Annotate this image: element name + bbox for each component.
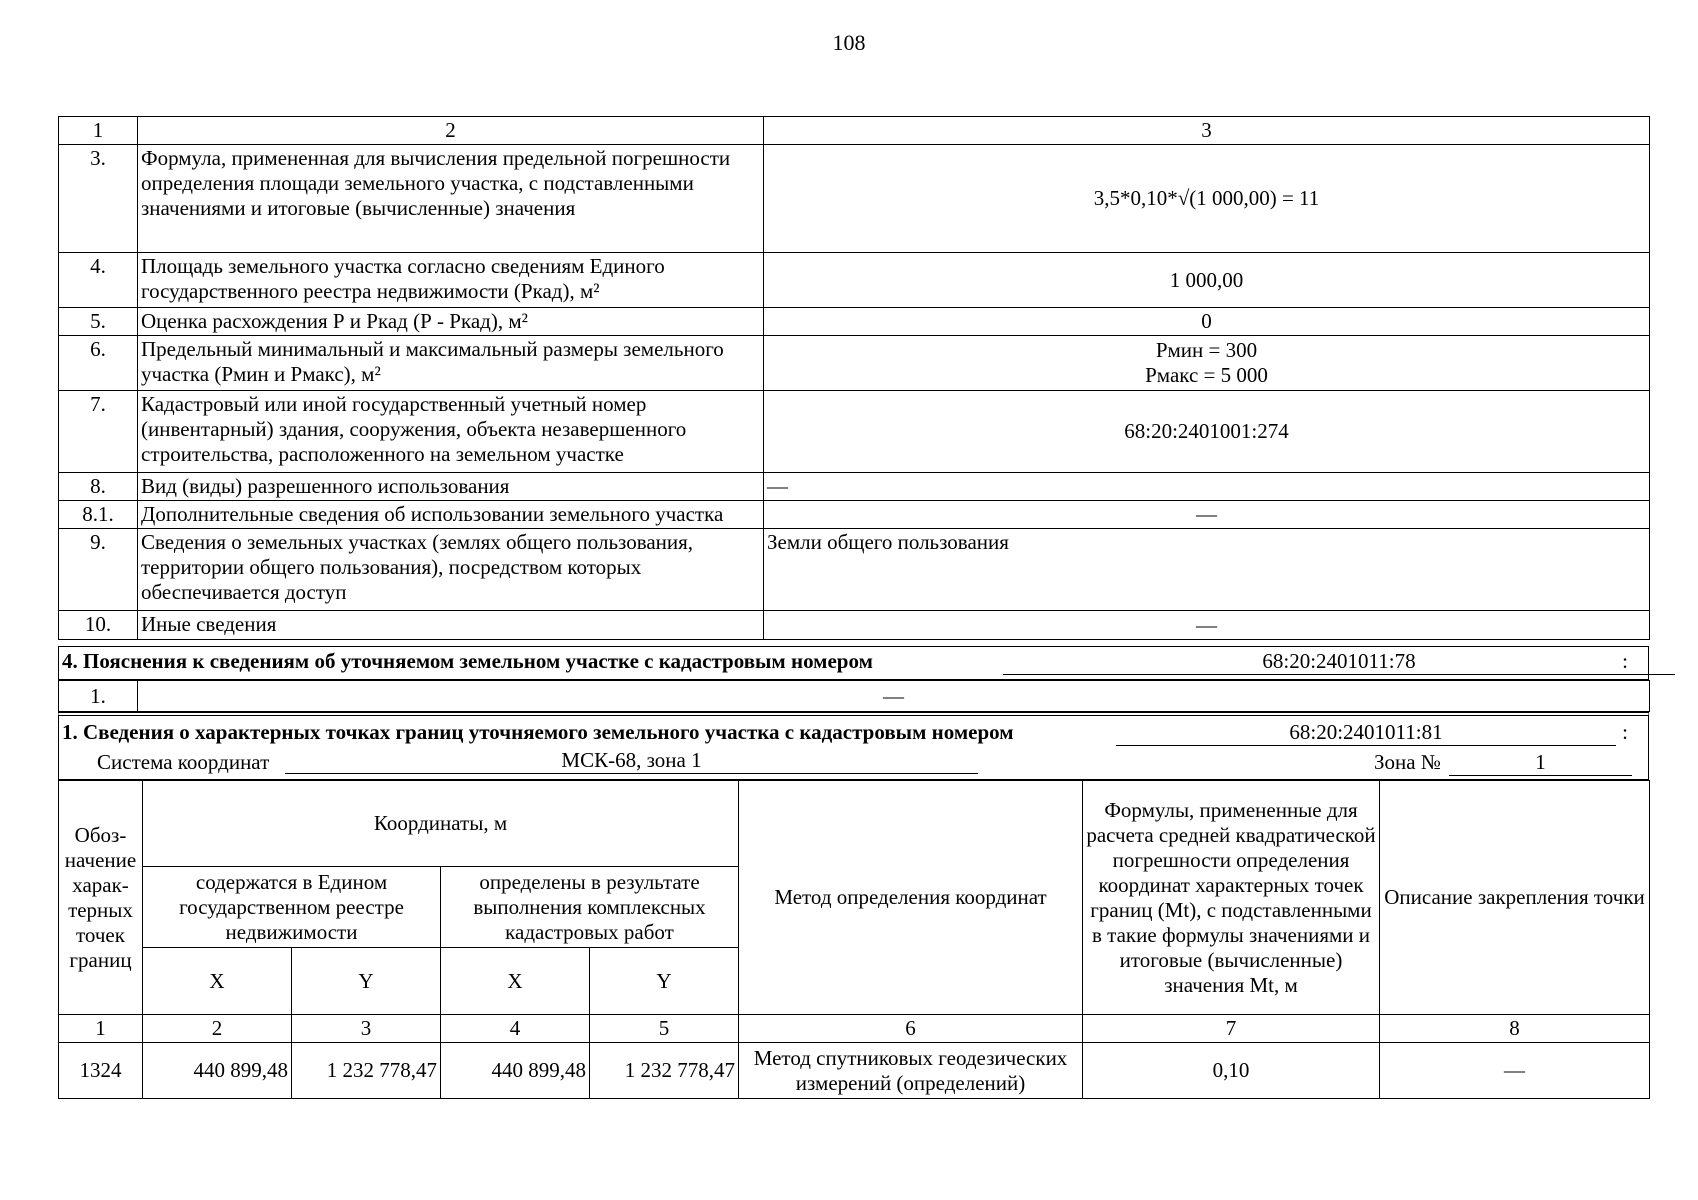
section-4-cadastral-number: 68:20:2401011:78 bbox=[1003, 649, 1675, 675]
column-number: 4 bbox=[441, 1015, 590, 1043]
header-y: Y bbox=[590, 948, 739, 1015]
column-number: 5 bbox=[590, 1015, 739, 1043]
column-number: 2 bbox=[143, 1015, 292, 1043]
point-description: — bbox=[1380, 1043, 1650, 1099]
table-row bbox=[59, 473, 1650, 501]
method: Метод спутниковых геодезических измерений (определений) bbox=[739, 1043, 1083, 1099]
coordinate-system-label: Система координат bbox=[97, 750, 270, 774]
header-x: X bbox=[441, 948, 590, 1015]
row-value: — bbox=[764, 473, 1650, 501]
row-number: 6. bbox=[59, 336, 138, 391]
max-size-value: Рмакс = 5 000 bbox=[1145, 363, 1268, 387]
row-value: 68:20:2401001:274 bbox=[764, 391, 1650, 473]
row-number: 3. bbox=[59, 145, 138, 253]
header-x: X bbox=[143, 948, 292, 1015]
column-numbers-row bbox=[59, 1015, 1650, 1043]
header-y: Y bbox=[292, 948, 441, 1015]
header-method: Метод определения координат bbox=[739, 781, 1083, 1015]
row-number: 1. bbox=[59, 681, 138, 712]
section-4-table bbox=[58, 680, 1650, 712]
header-coordinates: Координаты, м bbox=[143, 781, 739, 867]
section-4-heading bbox=[58, 646, 1649, 680]
coordinate-system-value: МСК-68, зона 1 bbox=[285, 748, 978, 774]
row-label: Сведения о земельных участках (землях общего пользования, территории общего пользования), посредством которых обеспечивается доступ bbox=[138, 529, 764, 611]
row-number: 8. bbox=[59, 473, 138, 501]
row-value bbox=[764, 336, 1650, 391]
header-egrn: содержатся в Едином государственном реестре недвижимости bbox=[143, 867, 441, 948]
row-label: Иные сведения bbox=[138, 611, 764, 640]
column-number: 1 bbox=[59, 117, 138, 145]
column-number: 8 bbox=[1380, 1015, 1650, 1043]
row-value: 0 bbox=[764, 308, 1650, 336]
table-row bbox=[59, 611, 1650, 640]
page-number: 108 bbox=[832, 30, 866, 55]
section-1-heading bbox=[58, 712, 1649, 780]
column-number: 7 bbox=[1083, 1015, 1380, 1043]
row-label: Оценка расхождения Р и Ркад (Р - Ркад), м² bbox=[138, 308, 764, 336]
header-description: Описание закрепления точки bbox=[1380, 781, 1650, 1015]
table-row bbox=[59, 145, 1650, 253]
column-number: 6 bbox=[739, 1015, 1083, 1043]
row-label: Формула, примененная для вычисления предельной погрешности определения площади земельного участка, с подставленными значениями и итоговые (вычисленные) значения bbox=[138, 145, 764, 253]
row-number: 9. bbox=[59, 529, 138, 611]
row-label: Кадастровый или иной государственный учетный номер (инвентарный) здания, сооружения, объекта незавершенного строительства, расположенного на земельном участке bbox=[138, 391, 764, 473]
table-header-row bbox=[59, 117, 1650, 145]
header-formulas: Формулы, примененные для расчета средней квадратической погрешности определения координат характерных точек границ (Mt), с подставленными в такие формулы значениями и итоговые (вычисленные) значения Mt, м bbox=[1083, 781, 1380, 1015]
row-value: — bbox=[764, 611, 1650, 640]
mt-value: 0,10 bbox=[1083, 1043, 1380, 1099]
row-number: 8.1. bbox=[59, 501, 138, 529]
kkr-y: 1 232 778,47 bbox=[590, 1043, 739, 1099]
header-designation: Обоз-начение харак-терных точек границ bbox=[59, 781, 143, 1015]
row-label: Площадь земельного участка согласно сведениям Единого государственного реестра недвижимости (Ркад), м² bbox=[138, 253, 764, 308]
row-label: Дополнительные сведения об использовании земельного участка bbox=[138, 501, 764, 529]
column-number: 3 bbox=[292, 1015, 441, 1043]
header-cadastral-works: определены в результате выполнения комплексных кадастровых работ bbox=[441, 867, 739, 948]
table-row bbox=[59, 1043, 1650, 1099]
egrn-x: 440 899,48 bbox=[143, 1043, 292, 1099]
column-number: 1 bbox=[59, 1015, 143, 1043]
column-number: 2 bbox=[138, 117, 764, 145]
kkr-x: 440 899,48 bbox=[441, 1043, 590, 1099]
section-4-title: 4. Пояснения к сведениям об уточняемом земельном участке с кадастровым номером bbox=[62, 649, 873, 673]
table-row bbox=[59, 308, 1650, 336]
table-header-row bbox=[59, 781, 1650, 867]
row-label: Вид (виды) разрешенного использования bbox=[138, 473, 764, 501]
land-plot-parameters-table bbox=[58, 116, 1650, 640]
row-number: 4. bbox=[59, 253, 138, 308]
zone-label: Зона № bbox=[1374, 750, 1441, 774]
section-4-colon: : bbox=[1622, 649, 1628, 673]
table-row bbox=[59, 529, 1650, 611]
table-row bbox=[59, 336, 1650, 391]
min-size-value: Рмин = 300 bbox=[1155, 338, 1258, 362]
table-row bbox=[59, 253, 1650, 308]
row-value: 1 000,00 bbox=[764, 253, 1650, 308]
table-row bbox=[59, 391, 1650, 473]
row-value: — bbox=[764, 501, 1650, 529]
row-label: Предельный минимальный и максимальный размеры земельного участка (Рмин и Рмакс), м² bbox=[138, 336, 764, 391]
table-row bbox=[59, 681, 1650, 712]
point-designation: 1324 bbox=[59, 1043, 143, 1099]
section-1-title: 1. Сведения о характерных точках границ уточняемого земельного участка с кадастровым номером bbox=[62, 720, 1014, 744]
row-value: — bbox=[138, 681, 1650, 712]
row-number: 5. bbox=[59, 308, 138, 336]
table-row bbox=[59, 501, 1650, 529]
row-number: 7. bbox=[59, 391, 138, 473]
row-value: Земли общего пользования bbox=[764, 529, 1650, 611]
section-1-cadastral-number: 68:20:2401011:81 bbox=[1116, 720, 1616, 746]
row-number: 10. bbox=[59, 611, 138, 640]
boundary-points-table bbox=[58, 780, 1650, 1099]
egrn-y: 1 232 778,47 bbox=[292, 1043, 441, 1099]
row-value: 3,5*0,10*√(1 000,00) = 11 bbox=[764, 145, 1650, 253]
section-1-colon: : bbox=[1622, 720, 1628, 744]
zone-value: 1 bbox=[1449, 750, 1632, 776]
column-number: 3 bbox=[764, 117, 1650, 145]
